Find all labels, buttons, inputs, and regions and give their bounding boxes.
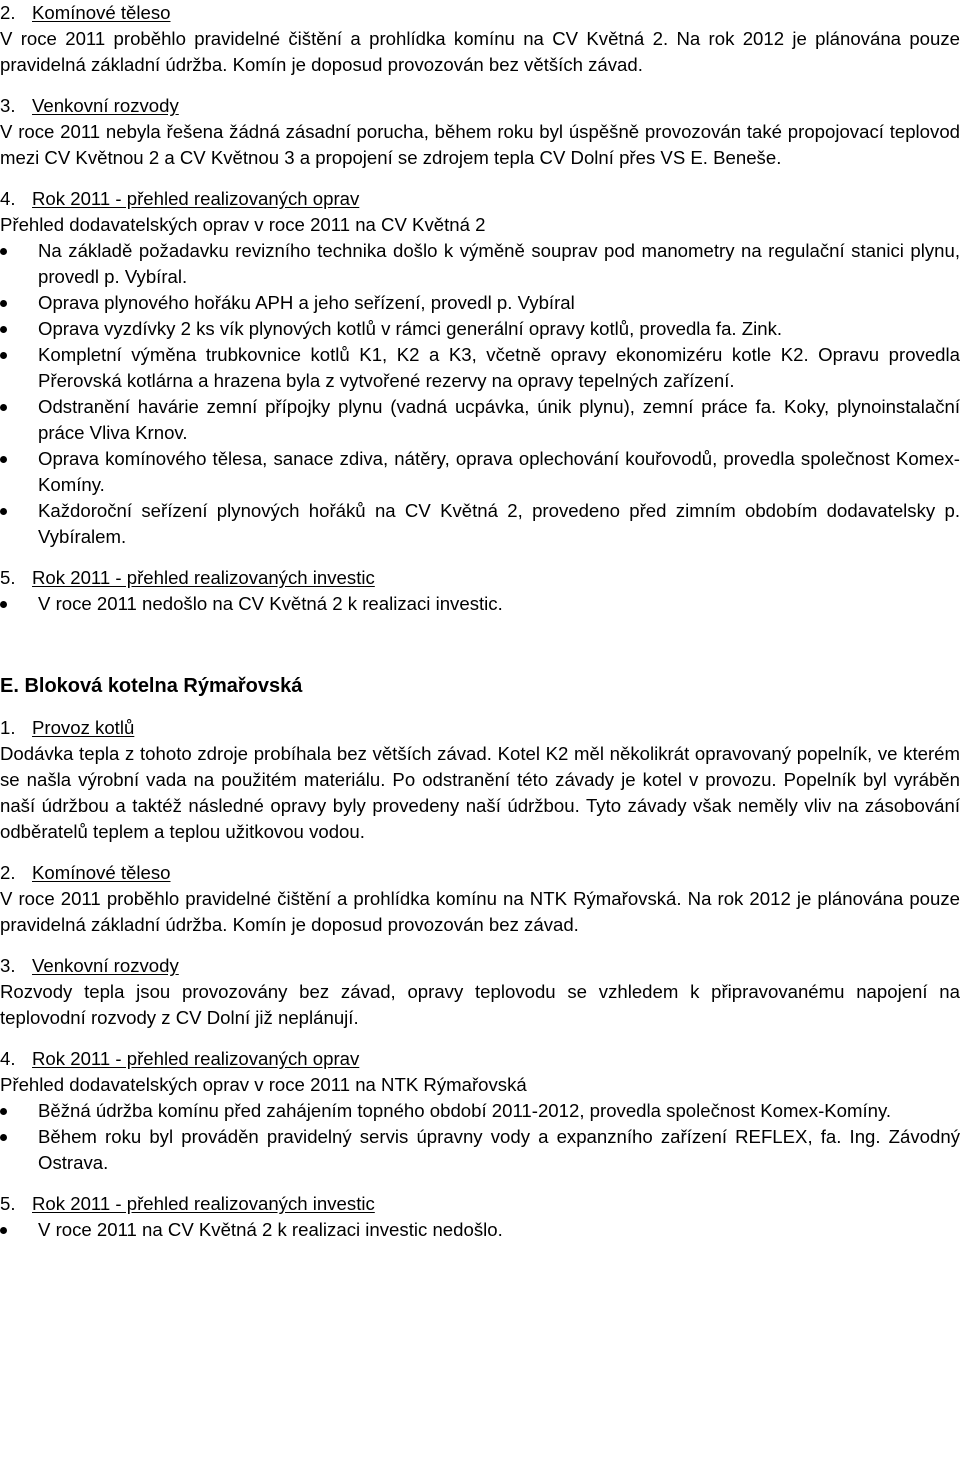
bullet-icon	[0, 456, 7, 463]
section-number: 1.	[0, 717, 16, 738]
section-number: 3.	[0, 955, 16, 976]
section-number: 2.	[0, 862, 16, 883]
section-outdoor-lines-kvetna	[0, 93, 960, 171]
repairs-list	[0, 1098, 960, 1176]
section-chimney-kvetna	[0, 0, 960, 78]
investments-list	[0, 1217, 960, 1243]
section-boiler-operation	[0, 715, 960, 845]
section-text: V roce 2011 proběhlo pravidelné čištění a prohlídka komínu na NTK Rýmařovská. Na rok 2012 je plánována pouze pravidelná základní údržba. Komín je doposud provozován bez závad.	[0, 888, 960, 935]
list-item: Běžná údržba komínu před zahájením topného období 2011-2012, provedla společnost Komex-Komíny.	[0, 1098, 960, 1124]
bullet-icon	[0, 1134, 7, 1141]
bullet-icon	[0, 404, 7, 411]
section-repairs-rymarovska	[0, 1046, 960, 1176]
section-heading	[0, 565, 960, 591]
bullet-icon	[0, 352, 7, 359]
section-text: Dodávka tepla z tohoto zdroje probíhala bez větších závad. Kotel K2 měl několikrát opravovaný popelník, ve kterém se našla výrobní vada na použitém materiálu. Po odstranění této závady je kotel v provozu. Popelník byl vyráběn naší údržbou a taktéž následné opravy byly provedeny naší údržbou. Tyto závady však neměly vliv na zásobování odběratelů teplem a teplou užitkovou vodou.	[0, 743, 960, 842]
section-number: 5.	[0, 1193, 16, 1214]
section-title: Rok 2011 - přehled realizovaných investic	[32, 567, 375, 588]
list-item: Oprava vyzdívky 2 ks vík plynových kotlů v rámci generální opravy kotlů, provedla fa. Zink.	[0, 316, 960, 342]
bullet-icon	[0, 601, 7, 608]
section-title: Venkovní rozvody	[32, 955, 179, 976]
section-text: V roce 2011 nebyla řešena žádná zásadní porucha, během roku byl úspěšně provozován také propojovací teplovod mezi CV Květnou 2 a CV Květnou 3 a propojení se zdrojem tepla CV Dolní přes VS E. Beneše.	[0, 121, 960, 168]
section-title: Rok 2011 - přehled realizovaných investic	[32, 1193, 375, 1214]
list-item: V roce 2011 nedošlo na CV Květná 2 k realizaci investic.	[0, 591, 960, 617]
section-chimney-rymarovska	[0, 860, 960, 938]
list-item: V roce 2011 na CV Květná 2 k realizaci investic nedošlo.	[0, 1217, 960, 1243]
section-title: Komínové těleso	[32, 862, 171, 883]
bullet-icon	[0, 326, 7, 333]
section-title: Komínové těleso	[32, 2, 171, 23]
bullet-icon	[0, 1108, 7, 1115]
chapter-heading: E. Bloková kotelna Rýmařovská	[0, 675, 303, 697]
section-outdoor-lines-rymarovska	[0, 953, 960, 1031]
section-heading	[0, 1046, 960, 1072]
section-text: V roce 2011 proběhlo pravidelné čištění a prohlídka komínu na CV Květná 2. Na rok 2012 je plánována pouze pravidelná základní údržba. Komín je doposud provozován bez větších závad.	[0, 28, 960, 75]
bullet-icon	[0, 1227, 7, 1234]
section-title: Rok 2011 - přehled realizovaných oprav	[32, 1048, 360, 1069]
list-item: Během roku byl prováděn pravidelný servis úpravny vody a expanzního zařízení REFLEX, fa. Ing. Závodný Ostrava.	[0, 1124, 960, 1176]
section-title: Rok 2011 - přehled realizovaných oprav	[32, 188, 360, 209]
bullet-icon	[0, 248, 7, 255]
list-item: Kompletní výměna trubkovnice kotlů K1, K2 a K3, včetně opravy ekonomizéru kotle K2. Opravu provedla Přerovská kotlárna a hrazena byla z vytvořené rezervy na opravy tepelných zařízení.	[0, 342, 960, 394]
section-title: Venkovní rozvody	[32, 95, 179, 116]
list-item: Oprava komínového tělesa, sanace zdiva, nátěry, oprava oplechování kouřovodů, provedla společnost Komex-Komíny.	[0, 446, 960, 498]
list-item: Na základě požadavku revizního technika došlo k výměně souprav pod manometry na regulační stanici plynu, provedl p. Vybíral.	[0, 238, 960, 290]
section-intro: Přehled dodavatelských oprav v roce 2011 na CV Květná 2	[0, 214, 486, 235]
bullet-icon	[0, 508, 7, 515]
list-item: Každoroční seřízení plynových hořáků na CV Květná 2, provedeno před zimním obdobím dodavatelsky p. Vybíralem.	[0, 498, 960, 550]
section-number: 3.	[0, 95, 16, 116]
section-heading	[0, 953, 960, 979]
bullet-icon	[0, 300, 7, 307]
investments-list	[0, 591, 960, 617]
section-number: 5.	[0, 567, 16, 588]
section-number: 4.	[0, 1048, 16, 1069]
section-intro: Přehled dodavatelských oprav v roce 2011 na NTK Rýmařovská	[0, 1074, 527, 1095]
section-heading	[0, 0, 960, 26]
section-number: 2.	[0, 2, 16, 23]
section-text: Rozvody tepla jsou provozovány bez závad, opravy teplovodu se vzhledem k připravovanému napojení na teplovodní rozvody z CV Dolní již neplánují.	[0, 981, 960, 1028]
section-number: 4.	[0, 188, 16, 209]
section-title: Provoz kotlů	[32, 717, 135, 738]
section-heading	[0, 93, 960, 119]
section-heading	[0, 860, 960, 886]
section-investments-rymarovska	[0, 1191, 960, 1243]
section-heading	[0, 186, 960, 212]
list-item: Oprava plynového hořáku APH a jeho seřízení, provedl p. Vybíral	[0, 290, 960, 316]
repairs-list	[0, 238, 960, 550]
section-repairs-kvetna	[0, 186, 960, 550]
section-heading	[0, 1191, 960, 1217]
list-item: Odstranění havárie zemní přípojky plynu (vadná ucpávka, únik plynu), zemní práce fa. Koky, plynoinstalační práce Vliva Krnov.	[0, 394, 960, 446]
section-investments-kvetna	[0, 565, 960, 617]
section-heading	[0, 715, 960, 741]
